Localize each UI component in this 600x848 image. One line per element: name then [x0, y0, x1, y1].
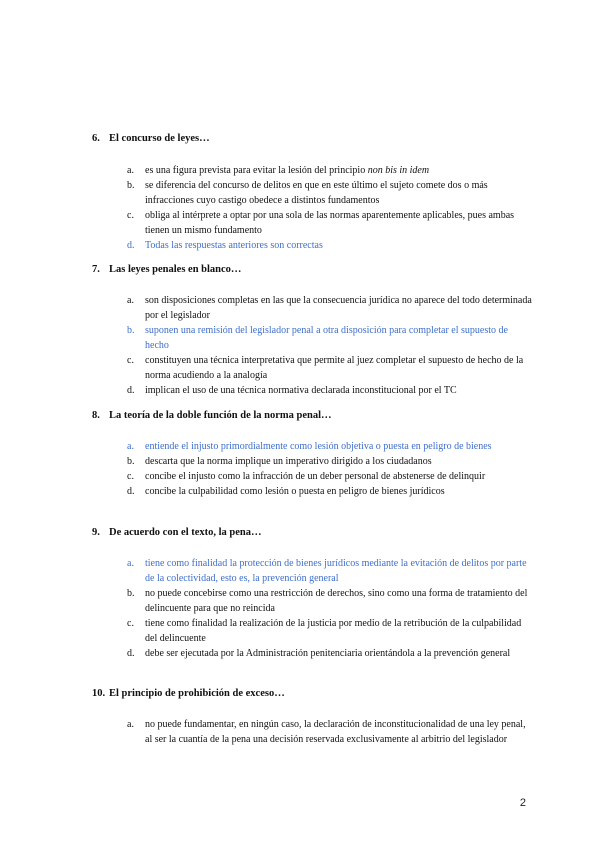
question-number: 9. — [92, 527, 100, 538]
answer-b — [92, 178, 532, 208]
answer-b — [92, 323, 532, 353]
answer-text: no puede fundamentar, en ningún caso, la declaración de inconstitucionalidad de una ley penal, al ser la cuantía de la pena una decisión reservada exclusivamente al arbitrio del legislador — [145, 719, 526, 745]
answer-b — [92, 454, 532, 469]
answer-text: entiende el injusto primordialmente como lesión objetiva o puesta en peligro de bienes — [145, 441, 492, 452]
answer-list — [92, 293, 532, 398]
question-title — [92, 409, 532, 423]
answer-text: suponen una remisión del legislador penal a otra disposición para completar el supuesto de hecho — [145, 325, 508, 351]
answer-text: implican el uso de una técnica normativa declarada inconstitucional por el TC — [145, 385, 457, 396]
question-number: 8. — [92, 410, 100, 421]
answer-list — [92, 556, 532, 661]
answer-letter: b. — [127, 325, 135, 336]
answer-text: concibe la culpabilidad como lesión o puesta en peligro de bienes jurídicos — [145, 486, 445, 497]
answer-letter: c. — [127, 471, 134, 482]
question-number: 10. — [92, 688, 106, 699]
answer-a — [92, 293, 532, 323]
answer-text: son disposiciones completas en las que la consecuencia jurídica no aparece del todo determinada por el legislador — [145, 295, 532, 321]
answer-letter: a. — [127, 441, 134, 452]
answer-text: Todas las respuestas anteriores son correctas — [145, 240, 323, 251]
question-7 — [92, 263, 532, 398]
question-title — [92, 263, 532, 277]
answer-letter: b. — [127, 180, 135, 191]
question-title — [92, 526, 532, 540]
answer-text: debe ser ejecutada por la Administración penitenciaria orientándola a la prevención general — [145, 648, 511, 659]
answer-letter: c. — [127, 355, 134, 366]
question-8 — [92, 409, 532, 499]
answer-a — [92, 163, 532, 178]
answer-a — [92, 439, 532, 454]
question-9 — [92, 526, 532, 661]
answer-letter: a. — [127, 165, 134, 176]
answer-c — [92, 469, 532, 484]
answer-text: tiene como finalidad la realización de la justicia por medio de la retribución de la culpabilidad del delincuente — [145, 618, 522, 644]
answer-d — [92, 238, 532, 253]
answer-text: no puede concebirse como una restricción de derechos, sino como una forma de tratamiento del delincuente para que no reincida — [145, 588, 528, 614]
answer-text: es una figura prevista para evitar la lesión del principio — [145, 165, 368, 176]
answer-letter: a. — [127, 719, 134, 730]
answer-d — [92, 484, 532, 499]
question-text: El principio de prohibición de exceso… — [109, 688, 285, 699]
answer-text: constituyen una técnica interpretativa que permite al juez completar el supuesto de hecho de la norma acudiendo a la analogía — [145, 355, 524, 381]
answer-list — [92, 439, 532, 499]
answer-text: se diferencia del concurso de delitos en que en este último el sujeto comete dos o más infracciones cuyo castigo obedece a distintos fundamentos — [145, 180, 488, 206]
answer-letter: b. — [127, 456, 135, 467]
answer-c — [92, 208, 532, 238]
answer-c — [92, 353, 532, 383]
answer-text: obliga al intérprete a optar por una sola de las normas aparentemente aplicables, pues ambas tienen un mismo fundamento — [145, 210, 515, 236]
question-title — [92, 687, 532, 701]
answer-letter: d. — [127, 648, 135, 659]
question-text: De acuerdo con el texto, la pena… — [109, 527, 262, 538]
question-text: La teoría de la doble función de la norma penal… — [109, 410, 332, 421]
answer-b — [92, 586, 532, 616]
answer-letter: d. — [127, 385, 135, 396]
answer-d — [92, 383, 532, 398]
question-text: Las leyes penales en blanco… — [109, 264, 242, 275]
question-text: El concurso de leyes… — [109, 133, 210, 144]
answer-text: concibe el injusto como la infracción de un deber personal de abstenerse de delinquir — [145, 471, 486, 482]
question-10 — [92, 687, 532, 747]
page-number: 2 — [519, 797, 526, 809]
answer-list — [92, 717, 532, 747]
answer-letter: d. — [127, 486, 135, 497]
answer-letter: b. — [127, 588, 135, 599]
answer-text: descarta que la norma implique un imperativo dirigido a los ciudadanos — [145, 456, 432, 467]
answer-letter: c. — [127, 618, 134, 629]
answer-letter: c. — [127, 210, 134, 221]
answer-d — [92, 646, 532, 661]
question-number: 7. — [92, 264, 100, 275]
answer-list — [92, 163, 532, 253]
answer-c — [92, 616, 532, 646]
answer-letter: d. — [127, 240, 135, 251]
question-number: 6. — [92, 133, 100, 144]
answer-letter: a. — [127, 558, 134, 569]
answer-letter: a. — [127, 295, 134, 306]
question-6 — [92, 132, 532, 253]
answer-a — [92, 717, 532, 747]
answer-text: tiene como finalidad la protección de bienes jurídicos mediante la evitación de delitos por parte de la colectividad, esto es, la prevención general — [145, 558, 527, 584]
answer-italic-term: non bis in idem — [367, 165, 430, 176]
answer-a — [92, 556, 532, 586]
question-title — [92, 132, 532, 146]
